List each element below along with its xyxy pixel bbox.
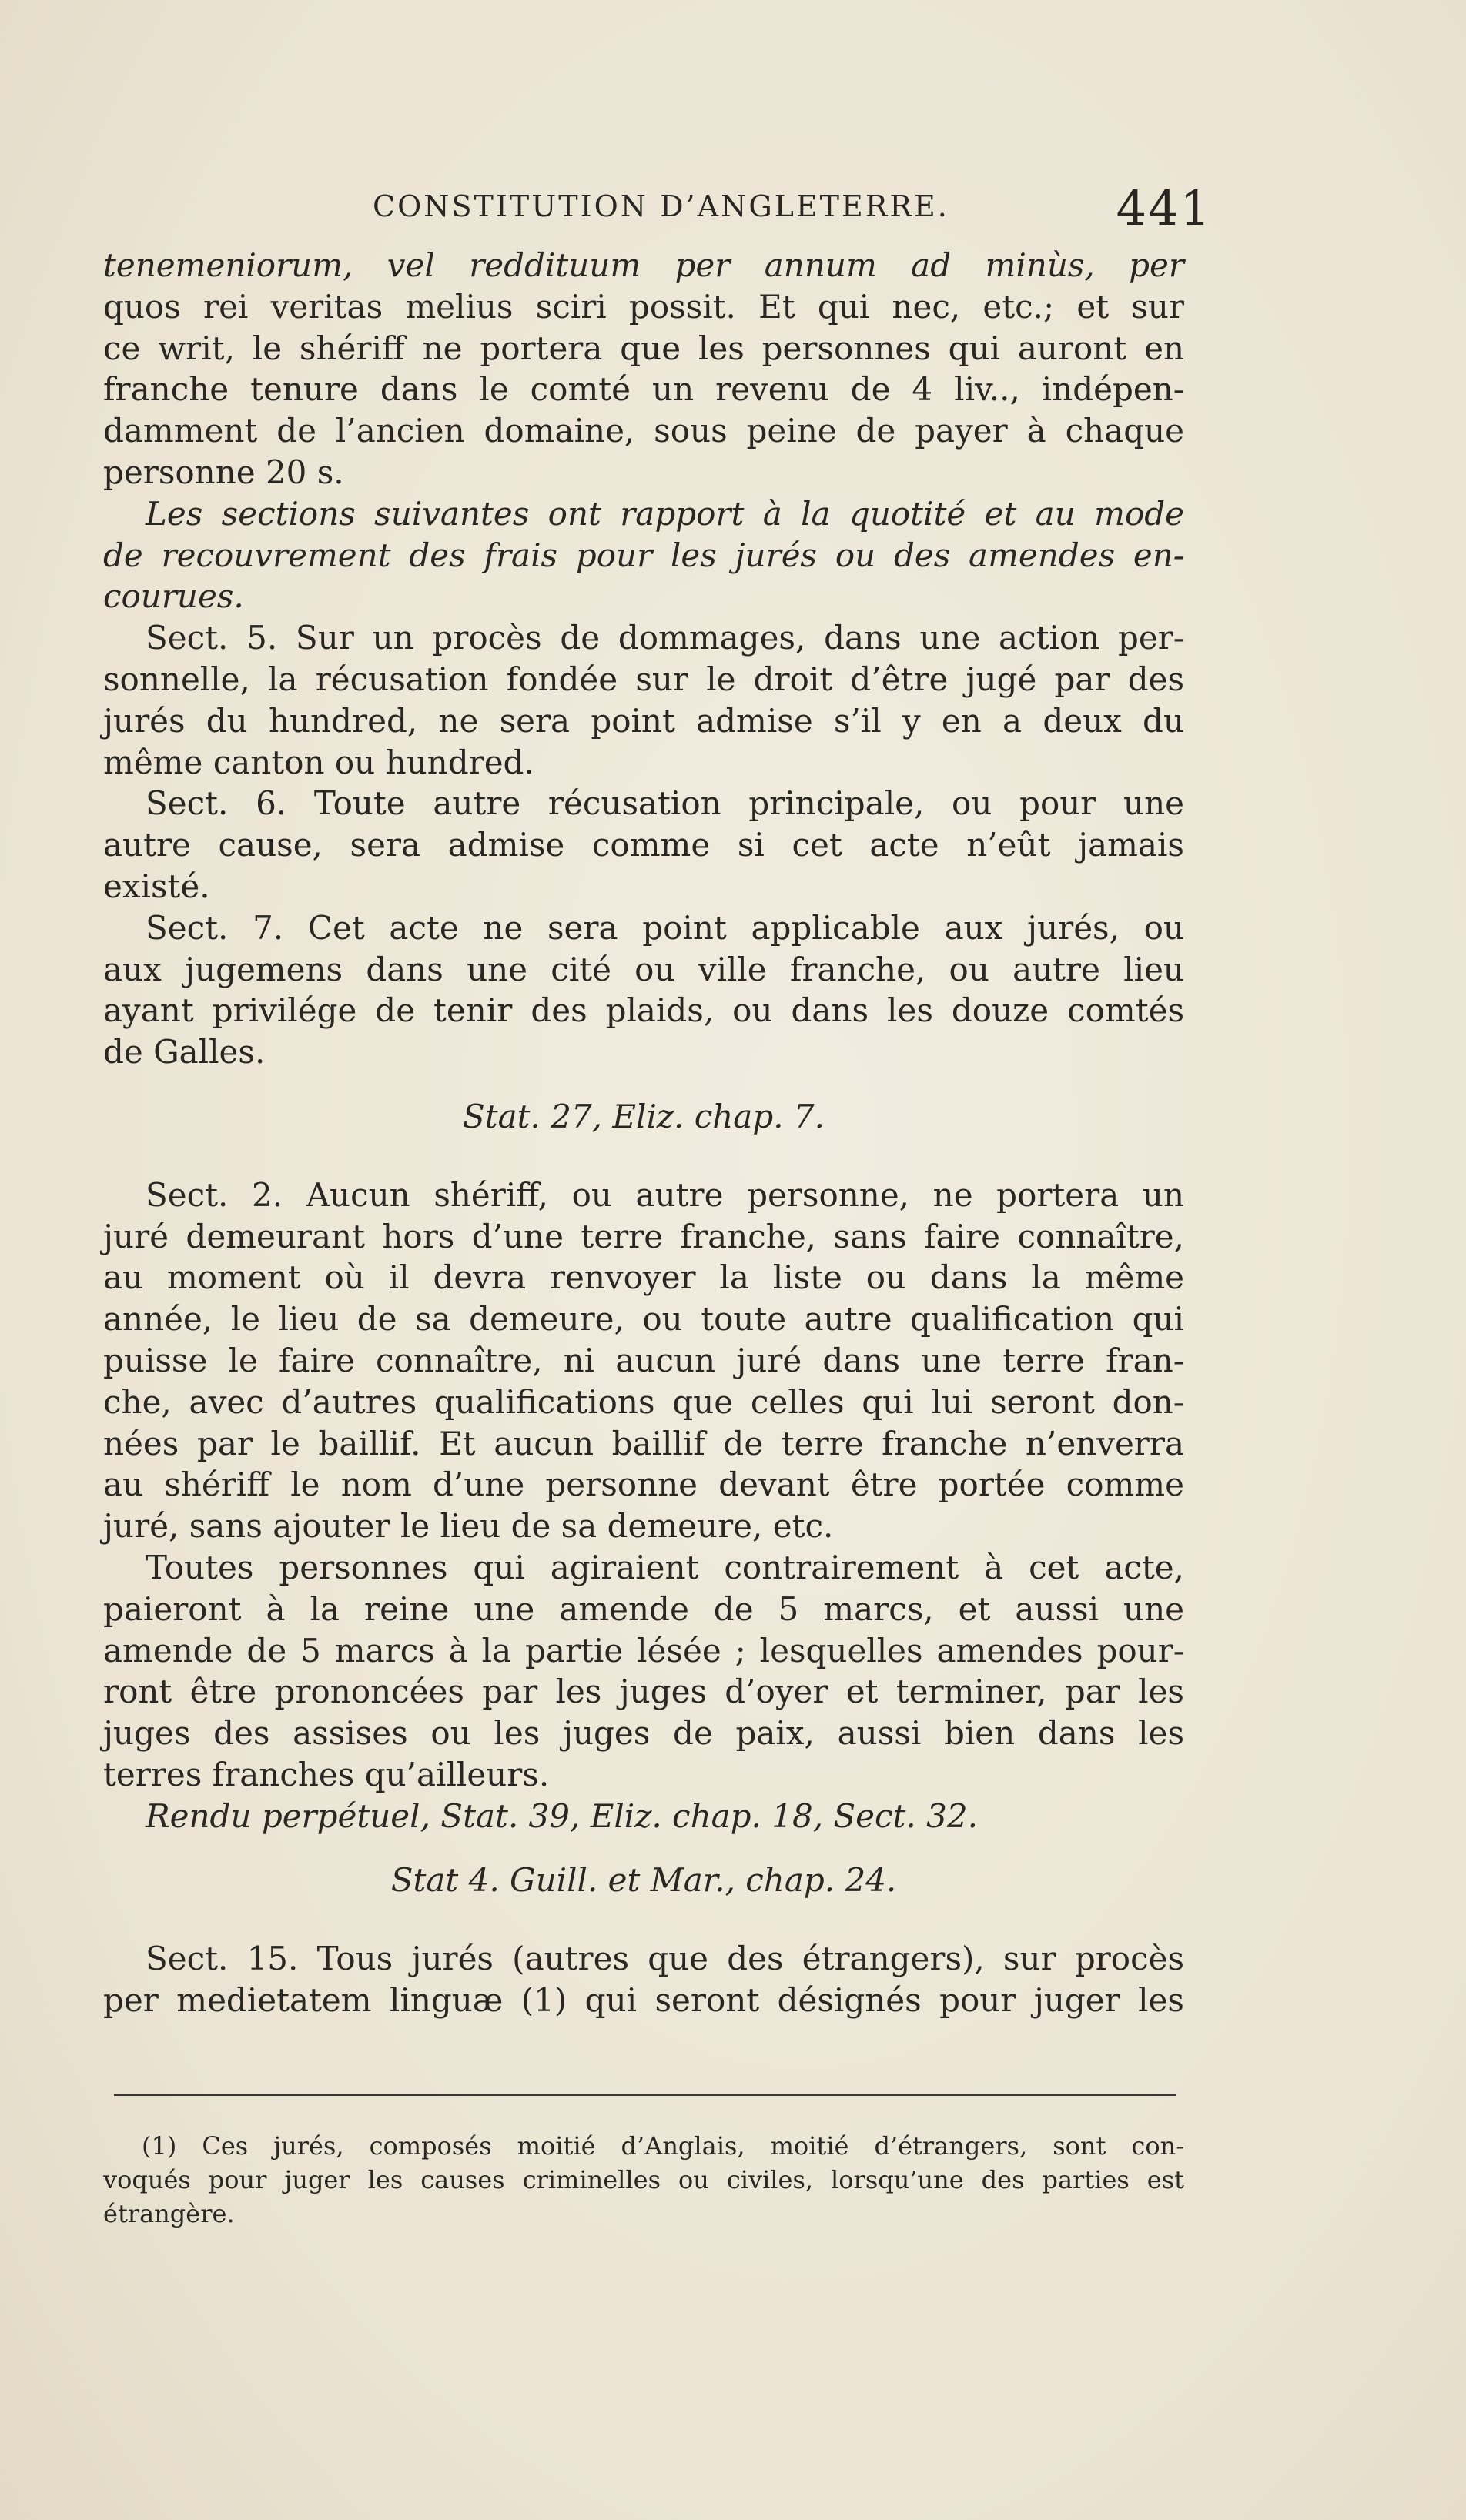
text-line: Sect. 5. Sur un procès de dommages, dans une action per- [146,619,1184,657]
paragraph-sect-2 [103,1175,1184,1547]
paragraph-sect-5 [103,617,1184,783]
text-line: Toutes personnes qui agiraient contrairement à cet acte, [146,1548,1184,1586]
running-head [373,180,1220,236]
footnote [103,2129,1184,2231]
text-line: existé. [103,867,210,905]
text-line: franche tenure dans le comté un revenu de 4 liv.., indépen- [103,370,1184,409]
text-line: paieront à la reine une amende de 5 marcs, et aussi une [103,1589,1184,1628]
text-line: personne 20 s. [103,453,344,491]
text-line: quos rei veritas melius sciri possit. Et qui nec, etc.; et sur [103,287,1184,326]
paragraph-1 [103,245,1184,493]
paragraph-sect-6 [103,783,1184,907]
text-line: juges des assises ou les juges de paix, aussi bien dans les [103,1714,1184,1753]
text-line: Sect. 15. Tous jurés (autres que des étrangers), sur procès [146,1940,1184,1978]
paragraph-penalties [103,1547,1184,1796]
text-line: ce writ, le shériff ne portera que les personnes qui auront en [103,329,1184,367]
text-line: courues. [103,577,244,616]
text-line: aux jugemens dans une cité ou ville franche, ou autre lieu [103,950,1184,988]
text-line: juré, sans ajouter le lieu de sa demeure, etc. [103,1507,834,1546]
text-line: au shériff le nom d’une personne devant être portée comme [103,1466,1184,1504]
text-line: per medietatem linguæ (1) qui seront désignés pour juger les [103,1981,1184,2020]
paragraph-sect-7 [103,907,1184,1073]
perpetual-note: Rendu perpétuel, Stat. 39, Eliz. chap. 18, Sect. 32. [146,1796,978,1835]
text-line: juré demeurant hors d’une terre franche, sans faire connaître, [103,1217,1184,1255]
text-line: tenemeniorum, vel reddituum per annum ad minùs, per [103,246,1184,284]
text-line: terres franches qu’ailleurs. [103,1755,550,1793]
paragraph-sect-15 [103,1938,1184,2021]
text-line: Sect. 2. Aucun shériff, ou autre personne, ne portera un [146,1175,1184,1214]
text-line: Les sections suivantes ont rapport à la quotité et au mode [146,494,1184,533]
text-line: Sect. 7. Cet acte ne sera point applicable aux jurés, ou [146,908,1184,947]
text-line: même canton ou hundred. [103,743,534,781]
text-line: ront être prononcées par les juges d’oyer et terminer, par les [103,1673,1184,1711]
text-line: de Galles. [103,1033,266,1071]
text-line: damment de l’ancien domaine, sous peine de payer à chaque [103,412,1184,450]
text-line: Sect. 6. Toute autre récusation principale, ou pour une [146,784,1184,823]
page-number: 441 [1116,180,1212,236]
main-text [103,245,1184,2021]
text-line: amende de 5 marcs à la partie lésée ; lesquelles amendes pour- [103,1631,1184,1669]
statute-heading: Stat. 27, Eliz. chap. 7. [462,1097,825,1135]
text-line: année, le lieu de sa demeure, ou toute autre qualification qui [103,1300,1184,1339]
text-line: au moment où il devra renvoyer la liste ou dans la même [103,1258,1184,1297]
text-line: de recouvrement des frais pour les jurés ou des amendes en- [103,536,1184,574]
text-line: puisse le faire connaître, ni aucun juré dans une terre fran- [103,1341,1184,1379]
paragraph-2 [103,493,1184,617]
text-line: ayant privilége de tenir des plaids, ou dans les douze comtés [103,991,1184,1030]
text-line: jurés du hundred, ne sera point admise s’il y en a deux du [103,701,1184,740]
text-line: che, avec d’autres qualifications que celles qui lui seront don- [103,1382,1184,1421]
footnote-line: étrangère. [103,2199,235,2228]
footnote-line: (1) Ces jurés, composés moitié d’Anglais, moitié d’étrangers, sont con- [142,2131,1184,2161]
statute-heading: Stat 4. Guill. et Mar., chap. 24. [390,1861,897,1900]
footnote-line: voqués pour juger les causes criminelles ou civiles, lorsqu’une des parties est [103,2165,1184,2194]
footnote-rule [114,2094,1176,2096]
running-head-title: CONSTITUTION D’ANGLETERRE. [373,189,949,223]
text-line: nées par le baillif. Et aucun baillif de terre franche n’enverra [103,1424,1184,1462]
text-line: sonnelle, la récusation fondée sur le droit d’être jugé par des [103,660,1184,698]
text-line: autre cause, sera admise comme si cet acte n’eût jamais [103,826,1184,864]
